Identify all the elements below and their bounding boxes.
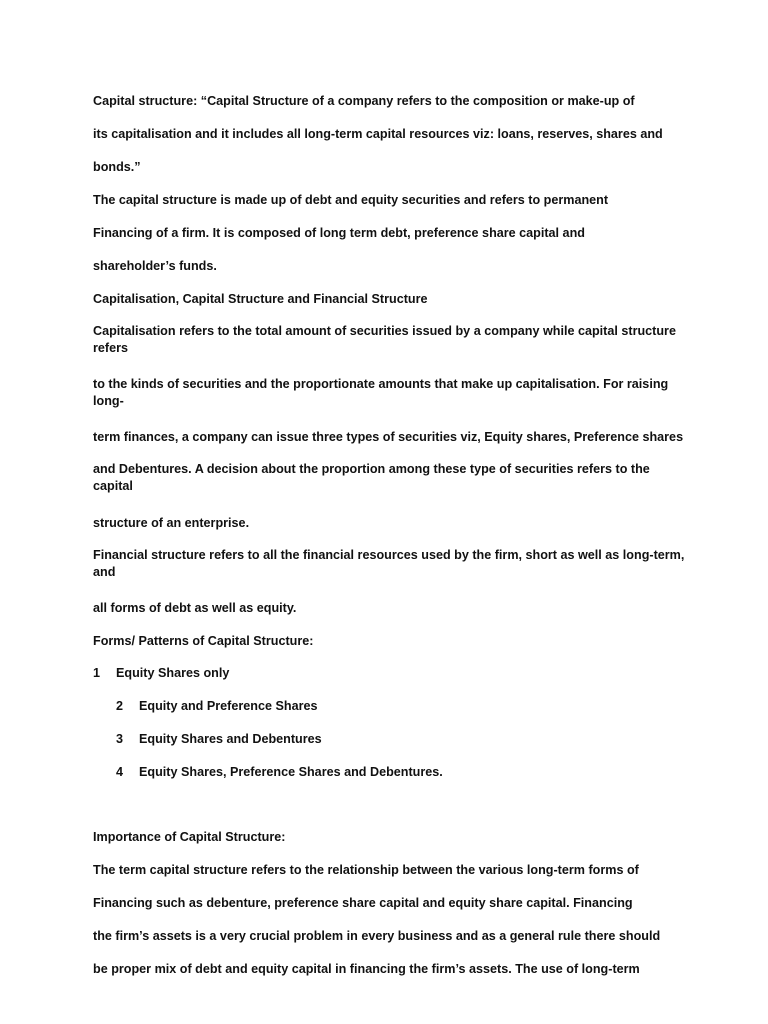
definition-line-1: Capital structure: “Capital Structure of a company refers to the composition or make-up of (93, 94, 635, 108)
section-heading: Forms/ Patterns of Capital Structure: (93, 634, 314, 648)
paragraph-line-wrap: capital (93, 479, 133, 493)
paragraph-line: Financial structure refers to all the financial resources used by the firm, short as well as long-term, (93, 548, 685, 562)
section-heading: Capitalisation, Capital Structure and Financial Structure (93, 292, 428, 306)
paragraph-line: all forms of debt as well as equity. (93, 601, 297, 615)
list-item (116, 698, 317, 715)
list-text: Equity and Preference Shares (139, 699, 318, 713)
list-item (116, 764, 443, 781)
paragraph-line: term finances, a company can issue three types of securities viz, Equity shares, Preference shares (93, 430, 684, 444)
paragraph-line-wrap: long- (93, 394, 124, 408)
list-number: 4 (116, 765, 124, 779)
list-text: Equity Shares and Debentures (139, 732, 322, 746)
section-heading: Importance of Capital Structure: (93, 830, 286, 844)
list-item (93, 665, 229, 682)
definition-line-3: bonds.” (93, 160, 141, 174)
paragraph-line: The term capital structure refers to the relationship between the various long-term forms of (93, 863, 639, 877)
paragraph-line: structure of an enterprise. (93, 516, 250, 530)
paragraph-line: Capitalisation refers to the total amount of securities issued by a company while capital structure (93, 324, 676, 338)
paragraph-line: the firm’s assets is a very crucial problem in every business and as a general rule there should (93, 929, 661, 943)
paragraph-line-wrap: refers (93, 341, 129, 355)
paragraph-line: Financing such as debenture, preference share capital and equity share capital. Financing (93, 896, 633, 910)
list-text: Equity Shares only (116, 666, 230, 680)
paragraph-line: shareholder’s funds. (93, 259, 217, 273)
list-number: 1 (93, 666, 101, 680)
paragraph-line: to the kinds of securities and the proportionate amounts that make up capitalisation. For raising (93, 377, 669, 391)
paragraph-line: Financing of a firm. It is composed of long term debt, preference share capital and (93, 226, 585, 240)
paragraph-line: and Debentures. A decision about the proportion among these type of securities refers to the (93, 462, 650, 476)
definition-line-2: its capitalisation and it includes all long-term capital resources viz: loans, reserves, shares and (93, 127, 663, 141)
list-number: 3 (116, 732, 124, 746)
list-number: 2 (116, 699, 124, 713)
list-text: Equity Shares, Preference Shares and Debentures. (139, 765, 443, 779)
paragraph-line: The capital structure is made up of debt and equity securities and refers to permanent (93, 193, 609, 207)
paragraph-line-wrap: and (93, 565, 116, 579)
paragraph-line: be proper mix of debt and equity capital in financing the firm’s assets. The use of long-term (93, 962, 640, 976)
list-item (116, 731, 322, 748)
